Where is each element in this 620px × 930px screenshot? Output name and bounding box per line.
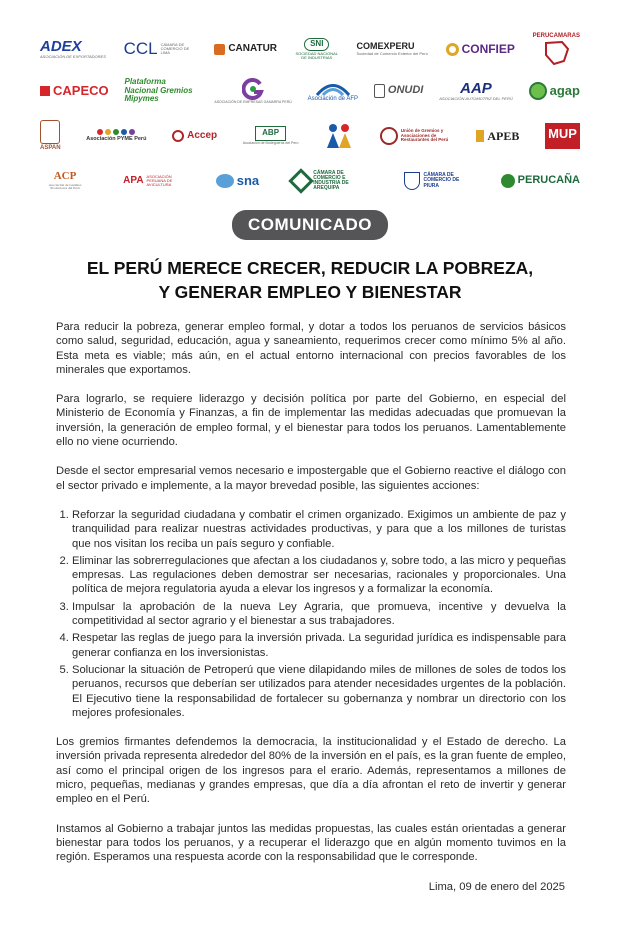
logo-adex: ADEX ASOCIACIÓN DE EXPORTADORES <box>40 38 106 59</box>
arequipa-mark <box>289 168 314 193</box>
action-item-4: 4. Respetar las reglas de juego para la inversión privada. La seguridad jurídica es indispensable para generar confianza en los inversionistas. <box>72 631 566 660</box>
accep-mark <box>172 130 184 142</box>
paragraph-4: Los gremios firmantes defendemos la democracia, la institucionalidad y el Estado de derecho. La inversión privada representa alrededor del 80% de la inversión en el país, es la gran fuente de empleo, así como el principal origen de los ingresos para el erario. Además, representamos a millones de micro, pequeñas, medianas y grandes empresas, que día a día afrontan el reto de invertir y generar empleo en el Perú. <box>56 736 566 806</box>
logo-afp: Asociación de AFP <box>308 80 358 102</box>
logo-aspan: ASPAN <box>40 120 61 151</box>
headline <box>40 256 580 304</box>
logo-mup: MUP <box>545 123 580 149</box>
logo-ccl: CCL CÁMARA DE COMERCIO DE LIMA <box>123 39 190 59</box>
actions-list <box>56 508 566 720</box>
statement-body <box>56 320 566 880</box>
logo-canatur: CANATUR <box>214 44 277 55</box>
action-item-2: 2. Eliminar las sobrerregulaciones que afectan a los ciudadanos y, sobre todo, a las micro y pequeñas empresas. Las regulaciones deben demostrar ser necesarias, racionales y proporcionales. Una política de mejora regulatoria ayuda a elevar los ingresos y a formalizar la economía. <box>72 554 566 597</box>
logo-apa: APA ASOCIACIÓN PERUANA DE AVICULTURA <box>123 173 173 188</box>
logo-row-4 <box>40 160 580 202</box>
logo-piura: CÁMARA DE COMERCIO DE PIURA <box>404 172 467 190</box>
logo-row-1 <box>40 28 580 70</box>
piura-mark <box>404 172 420 190</box>
logo-apeb: APEB <box>476 130 519 143</box>
logo-sni: SNI SOCIEDAD NACIONAL DE INDUSTRIAS <box>295 39 338 60</box>
onudi-mark <box>374 84 385 98</box>
aspan-mark <box>40 120 60 144</box>
action-item-3: 3. Impulsar la aprobación de la nueva Ley Agraria, que promueva, incentive y devuelva la competitividad al sector agrario y el bienestar a sus trabajadores. <box>72 600 566 629</box>
logo-accep: Accep <box>172 130 217 142</box>
logo-arequipa: CÁMARA DE COMERCIO E INDUSTRIA DE AREQUIPA <box>292 171 371 192</box>
logo-mipymes: Plataforma Nacional Gremios Mipymes <box>124 77 193 104</box>
logo-capeco: CAPECO <box>40 84 109 98</box>
logo-restaurantes: Unión de Gremios y Asociaciones de Restaurantes del Perú <box>380 127 451 145</box>
canatur-mark <box>214 44 225 55</box>
headline-line-2: Y GENERAR EMPLEO Y BIENESTAR <box>158 282 462 302</box>
logo-row-3 <box>40 112 580 160</box>
logo-comexperu: COMEXPERU Sociedad de Comercio Exterior del Perú <box>356 40 428 57</box>
logo-acp: ACP Asociación de Gremios Productores del Perú <box>48 170 82 191</box>
logo-row-2 <box>40 70 580 112</box>
comunicado-badge: COMUNICADO <box>232 210 388 240</box>
logo-onudi: ONUDI <box>374 84 423 98</box>
confiep-mark <box>446 43 459 56</box>
logo-aap: AAP ASOCIACIÓN AUTOMOTRIZ DEL PERÚ <box>439 80 513 101</box>
logo-agap: agap <box>529 82 580 100</box>
peru-map-icon <box>540 41 572 65</box>
badge-wrap <box>0 210 620 240</box>
sna-mark <box>216 174 234 188</box>
logo-confiep: CONFIEP <box>446 43 515 56</box>
people-figures-icon <box>324 122 354 150</box>
paragraph-2: Para lograrlo, se requiere liderazgo y decisión política por parte del Gobierno, en especial del Ministerio de Economía y Finanzas, a fin de implementar las medidas adecuadas que promuevan la inversión, la generación de empleo formal, y el bienestar para todos los peruanos. Lamentablemente ello no viene ocurriendo. <box>56 393 566 449</box>
action-item-5: 5. Solucionar la situación de Petroperú que viene dilapidando miles de millones de soles de todos los peruanos, recursos que deberían ser utilizados para atender necesidades urgentes de la población. El Ejecutivo tiene la responsabilidad de fortalecer su gobernanza y nombrar un directorio con los mejores profesionales. <box>72 663 566 720</box>
action-item-1: 1. Reforzar la seguridad ciudadana y combatir el crimen organizado. Exigimos un ambiente de paz y tranquilidad para realizar nuestras actividades productivas, y para que a los millones de turistas que nos visitan los reciba un país seguro y confiable. <box>72 508 566 551</box>
paragraph-5: Instamos al Gobierno a trabajar juntos las medidas propuestas, las cuales están orientadas a generar bienestar para todos los peruanos, y a recuperar el liderazgo que en algún momento tuvimos en la región. Esperamos una respuesta acorde con la responsabilidad que le corresponde. <box>56 822 566 864</box>
logo-perucana: PERUCAÑA <box>501 174 580 188</box>
pyme-dots-icon <box>97 129 135 135</box>
capeco-mark <box>40 86 50 96</box>
perucana-mark <box>501 174 515 188</box>
abp-mark: ABP <box>255 126 286 140</box>
gamarra-g-icon <box>242 78 264 100</box>
afp-arc-icon <box>313 80 353 96</box>
signatory-logos <box>40 28 580 202</box>
restaurantes-mark <box>380 127 398 145</box>
logo-gamarra: ASOCIACIÓN DE EMPRESAS GAMARRA PERÚ <box>214 78 291 105</box>
apeb-mark <box>476 130 484 142</box>
date-line: Lima, 09 de enero del 2025 <box>428 881 565 893</box>
sni-mark: SNI <box>304 38 329 50</box>
logo-figures <box>324 122 354 150</box>
paragraph-1: Para reducir la pobreza, generar empleo formal, y dotar a todos los peruanos de servicios básicos como salud, seguridad, educación, agua y saneamiento, requerimos crecer como mínimo 5% al año. Esta meta es viable; más aún, en el actual entorno internacional con precios favorables de los minerales que exportamos. <box>56 321 566 376</box>
logo-perucamaras: PERUCAMARAS <box>533 33 580 64</box>
paragraph-3: Desde el sector empresarial vemos necesario e impostergable que el Gobierno reactive el diálogo con el sector privado e implemente, a la mayor brevedad posible, las siguientes acciones: <box>56 465 566 492</box>
headline-line-1: EL PERÚ MERECE CRECER, REDUCIR LA POBREZA, <box>86 258 534 278</box>
logo-abp: ABP Asociación de Bodegueros del Perú <box>242 128 299 145</box>
agap-mark <box>529 82 547 100</box>
logo-sna: sna <box>216 174 259 188</box>
logo-pyme-peru: Asociación PYME Perú <box>86 129 146 143</box>
